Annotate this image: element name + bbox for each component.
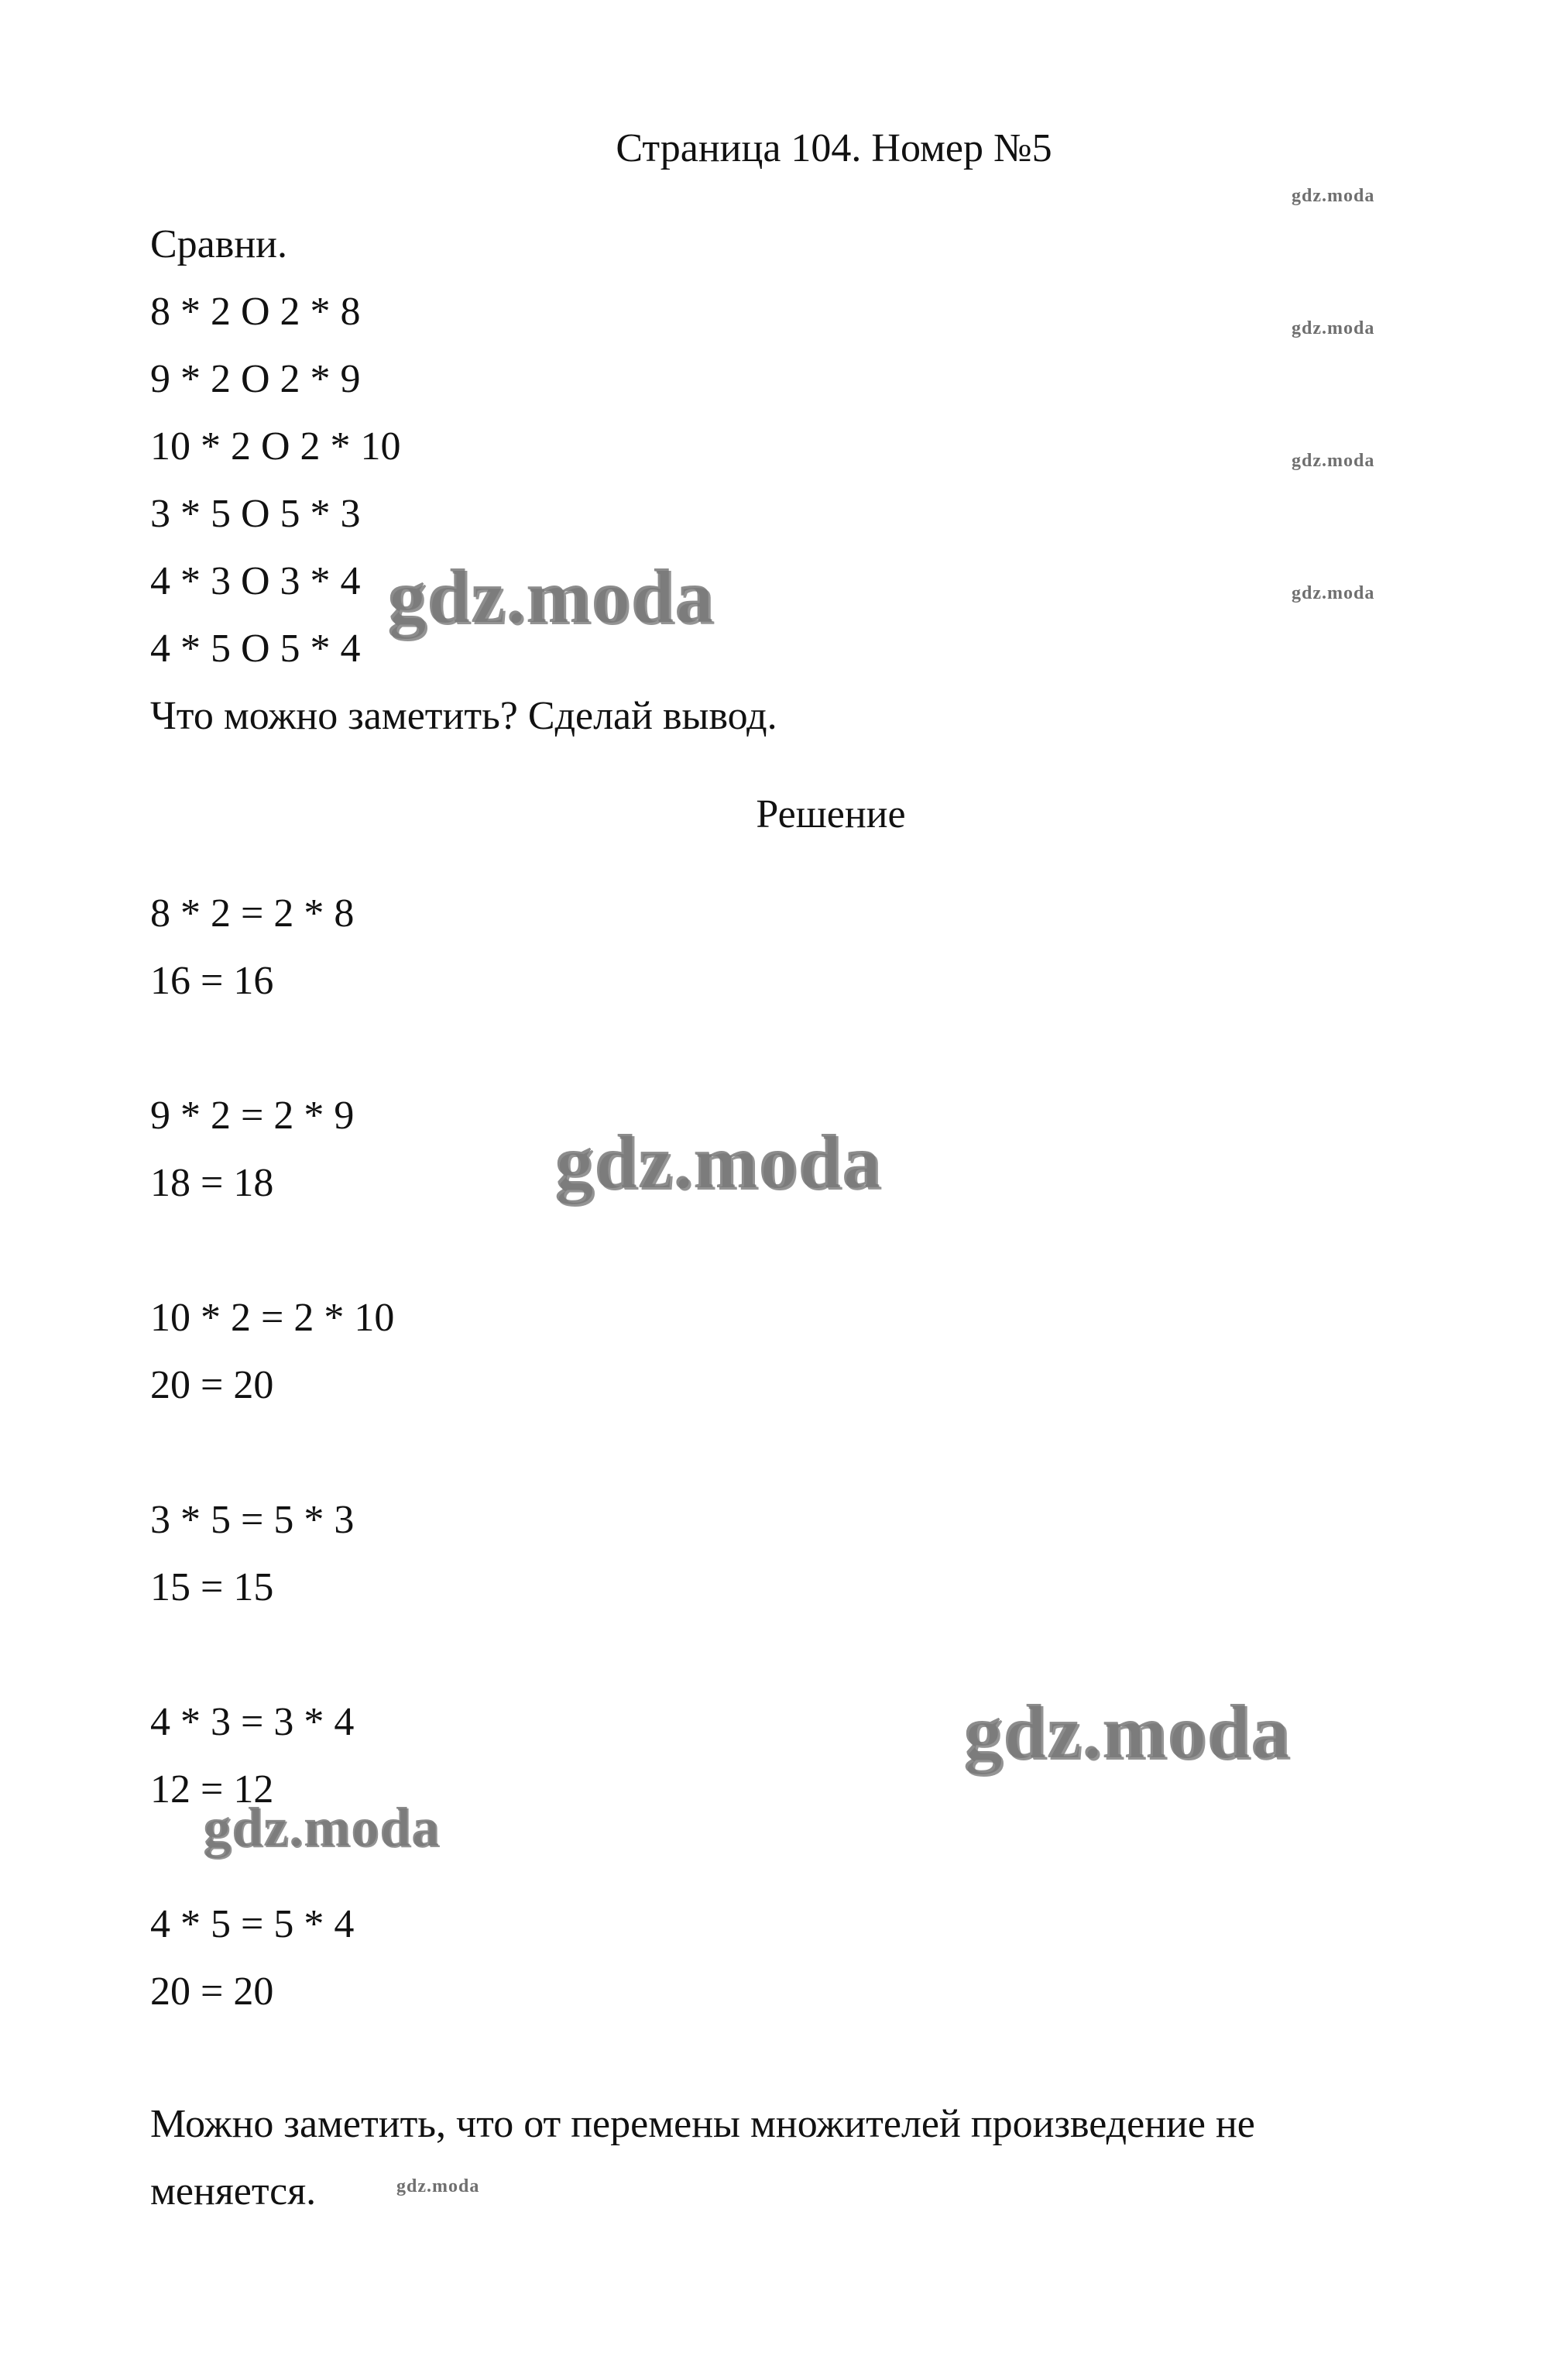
watermark: gdz.moda bbox=[963, 1688, 1290, 1774]
solution-conclusion: Можно заметить, что от перемены множителей произведение не bbox=[150, 2102, 1255, 2146]
task-question: Что можно заметить? Сделай вывод. bbox=[150, 694, 777, 738]
task-item: 8 * 2 O 2 * 8 bbox=[150, 290, 361, 334]
solution-result: 12 = 12 bbox=[150, 1767, 274, 1812]
solution-result: 20 = 20 bbox=[150, 1970, 274, 2014]
solution-result: 16 = 16 bbox=[150, 959, 274, 1003]
solution-result: 20 = 20 bbox=[150, 1363, 274, 1407]
watermark: gdz.moda bbox=[387, 553, 714, 639]
watermark: gdz.moda bbox=[396, 2176, 480, 2196]
solution-expression: 3 * 5 = 5 * 3 bbox=[150, 1498, 355, 1542]
solution-expression: 10 * 2 = 2 * 10 bbox=[150, 1296, 395, 1340]
task-instruction: Сравни. bbox=[150, 222, 287, 266]
task-item: 4 * 5 O 5 * 4 bbox=[150, 627, 361, 671]
solution-expression: 8 * 2 = 2 * 8 bbox=[150, 891, 355, 936]
watermark: gdz.moda bbox=[1292, 583, 1375, 603]
solution-expression: 4 * 5 = 5 * 4 bbox=[150, 1902, 355, 1946]
solution-result: 18 = 18 bbox=[150, 1161, 274, 1205]
watermark: gdz.moda bbox=[1292, 318, 1375, 338]
watermark: gdz.moda bbox=[203, 1796, 441, 1858]
solution-result: 15 = 15 bbox=[150, 1565, 274, 1609]
task-item: 10 * 2 O 2 * 10 bbox=[150, 424, 401, 469]
task-item: 3 * 5 O 5 * 3 bbox=[150, 492, 361, 536]
watermark: gdz.moda bbox=[554, 1118, 881, 1204]
page-title: Страница 104. Номер №5 bbox=[616, 126, 1052, 170]
watermark: gdz.moda bbox=[1292, 451, 1375, 471]
solution-expression: 4 * 3 = 3 * 4 bbox=[150, 1700, 355, 1744]
solution-expression: 9 * 2 = 2 * 9 bbox=[150, 1094, 355, 1138]
task-item: 9 * 2 O 2 * 9 bbox=[150, 357, 361, 401]
solution-conclusion: меняется. bbox=[150, 2169, 317, 2213]
task-item: 4 * 3 O 3 * 4 bbox=[150, 559, 361, 603]
watermark: gdz.moda bbox=[1292, 186, 1375, 206]
solution-heading: Решение bbox=[756, 792, 906, 836]
